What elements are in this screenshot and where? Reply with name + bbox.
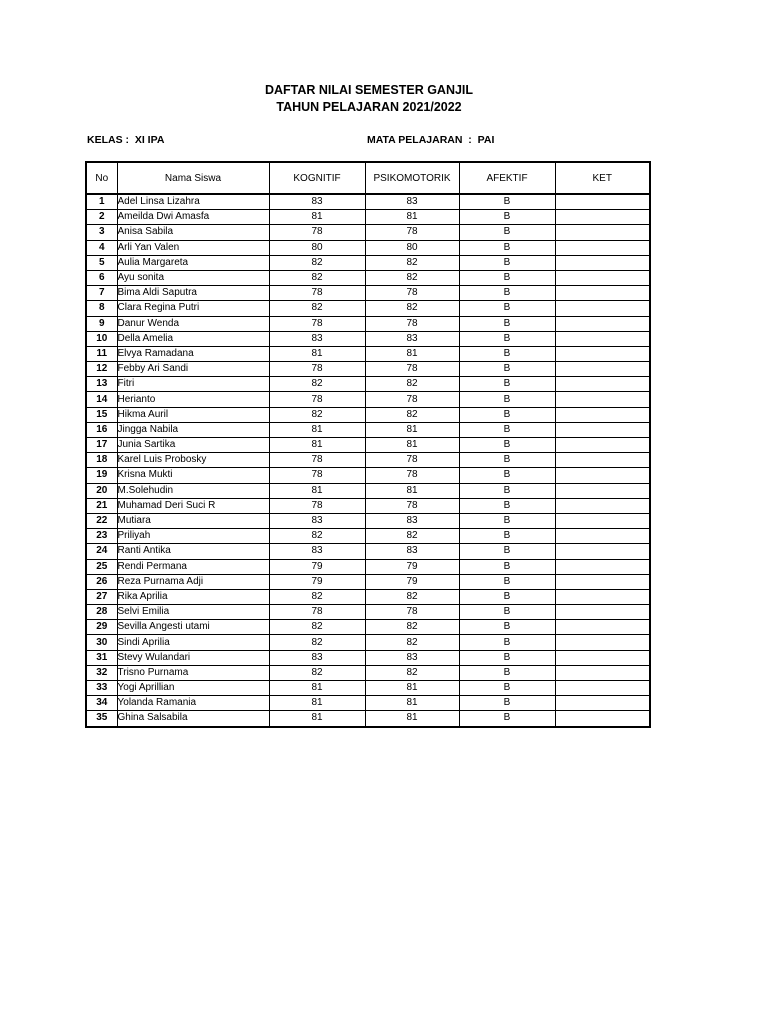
ket-note [555,453,650,468]
student-name: Fitri [117,377,269,392]
kognitif-score: 81 [269,711,365,727]
student-name: Yogi Aprillian [117,681,269,696]
kognitif-score: 78 [269,362,365,377]
ket-note [555,605,650,620]
kognitif-score: 78 [269,286,365,301]
row-number: 16 [86,422,117,437]
student-name: Adel Linsa Lizahra [117,194,269,210]
table-row [86,483,650,498]
psikomotorik-score: 83 [365,513,459,528]
table-row [86,286,650,301]
table-header-row [86,162,650,194]
ket-note [555,225,650,240]
table-row [86,605,650,620]
ket-note [555,513,650,528]
student-name: Anisa Sabila [117,225,269,240]
row-number: 8 [86,301,117,316]
afektif-grade: B [459,407,555,422]
row-number: 3 [86,225,117,240]
student-name: Arli Yan Valen [117,240,269,255]
table-row [86,377,650,392]
kognitif-score: 81 [269,696,365,711]
ket-note [555,544,650,559]
table-row [86,346,650,361]
table-row [86,635,650,650]
student-name: M.Solehudin [117,483,269,498]
table-row [86,316,650,331]
student-name: Rika Aprilia [117,589,269,604]
student-name: Danur Wenda [117,316,269,331]
table-row [86,574,650,589]
ket-note [555,468,650,483]
ket-note [555,392,650,407]
row-number: 32 [86,665,117,680]
afektif-grade: B [459,559,555,574]
psikomotorik-score: 81 [365,696,459,711]
afektif-grade: B [459,210,555,225]
psikomotorik-score: 79 [365,559,459,574]
afektif-grade: B [459,483,555,498]
kognitif-score: 78 [269,468,365,483]
student-name: Rendi Permana [117,559,269,574]
header-no: No [86,162,117,194]
afektif-grade: B [459,392,555,407]
psikomotorik-score: 82 [365,407,459,422]
psikomotorik-score: 78 [365,286,459,301]
table-row [86,513,650,528]
ket-note [555,316,650,331]
row-number: 15 [86,407,117,422]
psikomotorik-score: 78 [365,362,459,377]
ket-note [555,711,650,727]
student-name: Sindi Aprilia [117,635,269,650]
ket-note [555,696,650,711]
student-name: Reza Purnama Adji [117,574,269,589]
psikomotorik-score: 81 [365,346,459,361]
table-row [86,362,650,377]
psikomotorik-score: 78 [365,392,459,407]
table-row [86,301,650,316]
subject-label: MATA PELAJARAN : PAI [367,134,495,146]
kognitif-score: 81 [269,210,365,225]
afektif-grade: B [459,544,555,559]
kognitif-score: 79 [269,559,365,574]
table-row [86,696,650,711]
psikomotorik-score: 83 [365,650,459,665]
ket-note [555,377,650,392]
class-label: KELAS : XI IPA [87,134,165,146]
ket-note [555,210,650,225]
row-number: 4 [86,240,117,255]
ket-note [555,498,650,513]
afektif-grade: B [459,529,555,544]
student-name: Ameilda Dwi Amasfa [117,210,269,225]
afektif-grade: B [459,696,555,711]
ket-note [555,240,650,255]
psikomotorik-score: 82 [365,270,459,285]
ket-note [555,286,650,301]
afektif-grade: B [459,438,555,453]
student-name: Jingga Nabila [117,422,269,437]
kognitif-score: 82 [269,407,365,422]
row-number: 27 [86,589,117,604]
row-number: 29 [86,620,117,635]
row-number: 10 [86,331,117,346]
table-row [86,225,650,240]
table-row [86,194,650,210]
table-row [86,407,650,422]
afektif-grade: B [459,574,555,589]
row-number: 26 [86,574,117,589]
table-row [86,650,650,665]
ket-note [555,620,650,635]
psikomotorik-score: 81 [365,438,459,453]
psikomotorik-score: 82 [365,301,459,316]
header-psikomotorik: PSIKOMOTORIK [365,162,459,194]
row-number: 20 [86,483,117,498]
psikomotorik-score: 78 [365,498,459,513]
psikomotorik-score: 81 [365,483,459,498]
ket-note [555,255,650,270]
afektif-grade: B [459,605,555,620]
row-number: 31 [86,650,117,665]
kognitif-score: 83 [269,650,365,665]
psikomotorik-score: 81 [365,711,459,727]
student-name: Herianto [117,392,269,407]
kognitif-score: 78 [269,498,365,513]
afektif-grade: B [459,620,555,635]
psikomotorik-score: 82 [365,620,459,635]
afektif-grade: B [459,316,555,331]
ket-note [555,362,650,377]
document-subtitle: TAHUN PELAJARAN 2021/2022 [276,100,462,114]
header-kognitif: KOGNITIF [269,162,365,194]
ket-note [555,270,650,285]
student-name: Febby Ari Sandi [117,362,269,377]
student-name: Della Amelia [117,331,269,346]
ket-note [555,346,650,361]
kognitif-score: 81 [269,422,365,437]
row-number: 13 [86,377,117,392]
afektif-grade: B [459,194,555,210]
student-name: Yolanda Ramania [117,696,269,711]
kognitif-score: 78 [269,225,365,240]
student-name: Bima Aldi Saputra [117,286,269,301]
ket-note [555,301,650,316]
psikomotorik-score: 82 [365,635,459,650]
ket-note [555,422,650,437]
student-name: Muhamad Deri Suci R [117,498,269,513]
kognitif-score: 82 [269,620,365,635]
afektif-grade: B [459,286,555,301]
afektif-grade: B [459,377,555,392]
psikomotorik-score: 78 [365,453,459,468]
psikomotorik-score: 82 [365,377,459,392]
afektif-grade: B [459,225,555,240]
table-row [86,529,650,544]
kognitif-score: 78 [269,453,365,468]
afektif-grade: B [459,513,555,528]
row-number: 12 [86,362,117,377]
student-name: Ranti Antika [117,544,269,559]
kognitif-score: 81 [269,483,365,498]
kognitif-score: 82 [269,270,365,285]
header-nama-siswa: Nama Siswa [117,162,269,194]
student-name: Ghina Salsabila [117,711,269,727]
student-name: Clara Regina Putri [117,301,269,316]
ket-note [555,589,650,604]
row-number: 25 [86,559,117,574]
student-name: Krisna Mukti [117,468,269,483]
table-row [86,544,650,559]
row-number: 5 [86,255,117,270]
table-row [86,210,650,225]
kognitif-score: 80 [269,240,365,255]
row-number: 14 [86,392,117,407]
row-number: 22 [86,513,117,528]
kognitif-score: 83 [269,544,365,559]
header-ket: KET [555,162,650,194]
row-number: 28 [86,605,117,620]
psikomotorik-score: 78 [365,316,459,331]
table-row [86,589,650,604]
table-row [86,392,650,407]
afektif-grade: B [459,301,555,316]
student-name: Karel Luis Probosky [117,453,269,468]
table-row [86,468,650,483]
row-number: 23 [86,529,117,544]
afektif-grade: B [459,635,555,650]
student-name: Stevy Wulandari [117,650,269,665]
kognitif-score: 78 [269,392,365,407]
psikomotorik-score: 82 [365,529,459,544]
row-number: 24 [86,544,117,559]
student-name: Junia Sartika [117,438,269,453]
row-number: 19 [86,468,117,483]
student-name: Selvi Emilia [117,605,269,620]
afektif-grade: B [459,665,555,680]
afektif-grade: B [459,240,555,255]
table-row [86,559,650,574]
afektif-grade: B [459,589,555,604]
ket-note [555,574,650,589]
table-row [86,255,650,270]
ket-note [555,635,650,650]
kognitif-score: 82 [269,255,365,270]
afektif-grade: B [459,681,555,696]
table-row [86,240,650,255]
student-name: Sevilla Angesti utami [117,620,269,635]
row-number: 1 [86,194,117,210]
ket-note [555,559,650,574]
kognitif-score: 82 [269,301,365,316]
table-row [86,620,650,635]
table-row [86,270,650,285]
afektif-grade: B [459,650,555,665]
kognitif-score: 83 [269,331,365,346]
grades-table [85,161,651,728]
kognitif-score: 83 [269,194,365,210]
row-number: 35 [86,711,117,727]
student-name: Aulia Margareta [117,255,269,270]
row-number: 2 [86,210,117,225]
afektif-grade: B [459,346,555,361]
row-number: 9 [86,316,117,331]
table-row [86,438,650,453]
psikomotorik-score: 83 [365,331,459,346]
table-row [86,453,650,468]
afektif-grade: B [459,468,555,483]
student-name: Ayu sonita [117,270,269,285]
psikomotorik-score: 78 [365,225,459,240]
ket-note [555,483,650,498]
afektif-grade: B [459,453,555,468]
psikomotorik-score: 81 [365,422,459,437]
ket-note [555,407,650,422]
kognitif-score: 78 [269,605,365,620]
student-name: Elvya Ramadana [117,346,269,361]
afektif-grade: B [459,422,555,437]
kognitif-score: 82 [269,529,365,544]
table-row [86,331,650,346]
row-number: 11 [86,346,117,361]
table-body [86,194,650,727]
table-row [86,665,650,680]
table-row [86,711,650,727]
row-number: 33 [86,681,117,696]
psikomotorik-score: 81 [365,681,459,696]
kognitif-score: 82 [269,635,365,650]
afektif-grade: B [459,362,555,377]
student-name: Priliyah [117,529,269,544]
psikomotorik-score: 82 [365,255,459,270]
ket-note [555,438,650,453]
ket-note [555,194,650,210]
psikomotorik-score: 82 [365,589,459,604]
afektif-grade: B [459,270,555,285]
afektif-grade: B [459,255,555,270]
document-title: DAFTAR NILAI SEMESTER GANJIL [264,83,474,97]
row-number: 6 [86,270,117,285]
kognitif-score: 82 [269,665,365,680]
kognitif-score: 82 [269,377,365,392]
ket-note [555,665,650,680]
afektif-grade: B [459,331,555,346]
psikomotorik-score: 80 [365,240,459,255]
ket-note [555,681,650,696]
row-number: 21 [86,498,117,513]
kognitif-score: 78 [269,316,365,331]
kognitif-score: 82 [269,589,365,604]
psikomotorik-score: 83 [365,544,459,559]
row-number: 18 [86,453,117,468]
table-row [86,498,650,513]
ket-note [555,331,650,346]
ket-note [555,529,650,544]
kognitif-score: 79 [269,574,365,589]
psikomotorik-score: 78 [365,468,459,483]
kognitif-score: 83 [269,513,365,528]
psikomotorik-score: 83 [365,194,459,210]
afektif-grade: B [459,711,555,727]
kognitif-score: 81 [269,438,365,453]
ket-note [555,650,650,665]
student-name: Mutiara [117,513,269,528]
student-name: Trisno Purnama [117,665,269,680]
row-number: 17 [86,438,117,453]
table-row [86,422,650,437]
table-row [86,681,650,696]
psikomotorik-score: 81 [365,210,459,225]
row-number: 30 [86,635,117,650]
row-number: 34 [86,696,117,711]
student-name: Hikma Auril [117,407,269,422]
psikomotorik-score: 82 [365,665,459,680]
psikomotorik-score: 78 [365,605,459,620]
psikomotorik-score: 79 [365,574,459,589]
kognitif-score: 81 [269,346,365,361]
header-afektif: AFEKTIF [459,162,555,194]
afektif-grade: B [459,498,555,513]
kognitif-score: 81 [269,681,365,696]
row-number: 7 [86,286,117,301]
